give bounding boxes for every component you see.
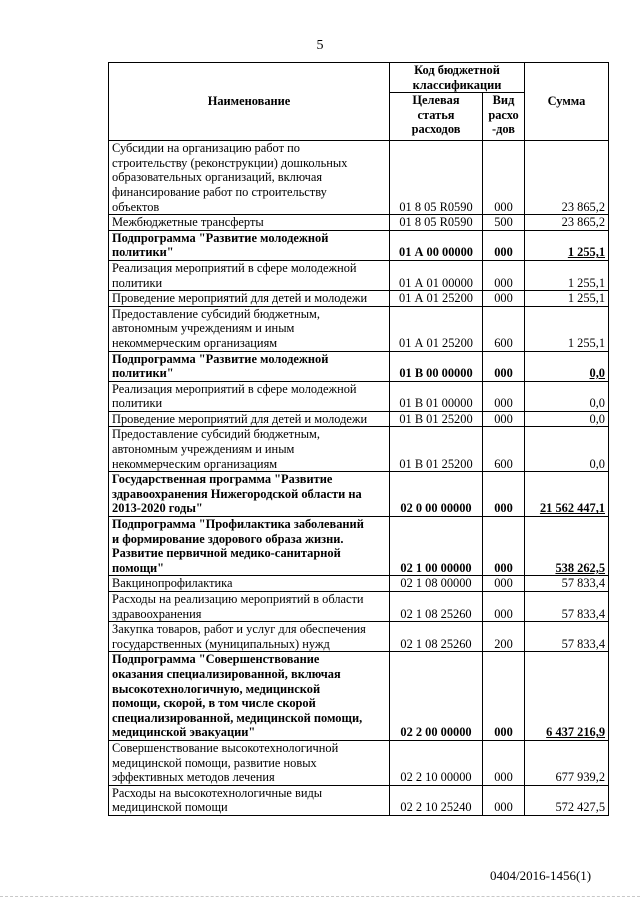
- table-row: [109, 141, 609, 215]
- row-sum: 677 939,2: [525, 740, 609, 785]
- row-sum: 21 562 447,1: [525, 472, 609, 517]
- row-expense-type: 000: [483, 230, 525, 260]
- row-expense-type: 000: [483, 652, 525, 741]
- row-sum: 1 255,1: [525, 230, 609, 260]
- row-target-code: 02 2 10 25240: [390, 785, 483, 815]
- row-name: Закупка товаров, работ и услуг для обеспечения государственных (муниципальных) нужд: [109, 622, 390, 652]
- row-target-code: 02 0 00 00000: [390, 472, 483, 517]
- row-name: Предоставление субсидий бюджетным, автономным учреждениям и иным некоммерческим организациям: [109, 427, 390, 472]
- row-sum: 0,0: [525, 351, 609, 381]
- row-sum: 23 865,2: [525, 215, 609, 231]
- table-row: [109, 427, 609, 472]
- row-name: Реализация мероприятий в сфере молодежной политики: [109, 260, 390, 290]
- row-name: Подпрограмма "Развитие молодежной политики": [109, 230, 390, 260]
- row-sum: 1 255,1: [525, 306, 609, 351]
- header-sum: Сумма: [525, 63, 609, 141]
- row-name: Государственная программа "Развитие здравоохранения Нижегородской области на 2013-2020 годы": [109, 472, 390, 517]
- document-number: 0404/2016-1456(1): [490, 868, 592, 883]
- row-target-code: 02 2 10 00000: [390, 740, 483, 785]
- row-target-code: 01 8 05 R0590: [390, 141, 483, 215]
- row-name: Вакцинопрофилактика: [109, 576, 390, 592]
- table-row: [109, 291, 609, 307]
- row-target-code: 01 В 00 00000: [390, 351, 483, 381]
- table-row: [109, 622, 609, 652]
- table-row: [109, 381, 609, 411]
- row-expense-type: 000: [483, 291, 525, 307]
- table-row: [109, 652, 609, 741]
- row-name: Совершенствование высокотехнологичной медицинской помощи, развитие новых эффективных методов лечения: [109, 740, 390, 785]
- header-name: Наименование: [109, 63, 390, 141]
- row-sum: 0,0: [525, 411, 609, 427]
- row-expense-type: 000: [483, 592, 525, 622]
- row-target-code: 01 А 01 25200: [390, 291, 483, 307]
- row-sum: 1 255,1: [525, 260, 609, 290]
- table-row: [109, 785, 609, 815]
- row-expense-type: 000: [483, 785, 525, 815]
- row-target-code: 02 1 08 00000: [390, 576, 483, 592]
- row-sum: 572 427,5: [525, 785, 609, 815]
- row-expense-type: 000: [483, 740, 525, 785]
- header-code-group: Код бюджетной классификации: [390, 63, 525, 93]
- row-target-code: 01 А 01 25200: [390, 306, 483, 351]
- row-expense-type: 000: [483, 351, 525, 381]
- table-row: [109, 472, 609, 517]
- row-name: Предоставление субсидий бюджетным, автономным учреждениям и иным некоммерческим организациям: [109, 306, 390, 351]
- row-sum: 0,0: [525, 427, 609, 472]
- row-sum: 0,0: [525, 381, 609, 411]
- row-expense-type: 000: [483, 517, 525, 576]
- row-expense-type: 000: [483, 381, 525, 411]
- header-vid: Вид расхо -дов: [483, 93, 525, 141]
- table-row: [109, 517, 609, 576]
- row-name: Подпрограмма "Развитие молодежной политики": [109, 351, 390, 381]
- row-sum: 57 833,4: [525, 576, 609, 592]
- row-name: Подпрограмма "Совершенствование оказания специализированной, включая высокотехнологичную, медицинской помощи, скорой, в том числе скорой специализированной, медицинской помощи, медицинской эвакуации": [109, 652, 390, 741]
- row-target-code: 02 1 08 25260: [390, 592, 483, 622]
- table-row: [109, 260, 609, 290]
- row-expense-type: 000: [483, 472, 525, 517]
- row-name: Реализация мероприятий в сфере молодежной политики: [109, 381, 390, 411]
- row-target-code: 01 А 00 00000: [390, 230, 483, 260]
- row-target-code: 01 В 01 25200: [390, 427, 483, 472]
- row-name: Межбюджетные трансферты: [109, 215, 390, 231]
- row-sum: 57 833,4: [525, 622, 609, 652]
- row-expense-type: 600: [483, 427, 525, 472]
- row-expense-type: 000: [483, 141, 525, 215]
- table-row: [109, 592, 609, 622]
- row-name: Проведение мероприятий для детей и молодежи: [109, 291, 390, 307]
- table-row: [109, 351, 609, 381]
- row-sum: 23 865,2: [525, 141, 609, 215]
- table-row: [109, 740, 609, 785]
- row-sum: 6 437 216,9: [525, 652, 609, 741]
- row-expense-type: 000: [483, 576, 525, 592]
- row-target-code: 02 2 00 00000: [390, 652, 483, 741]
- table-row: [109, 306, 609, 351]
- row-expense-type: 000: [483, 260, 525, 290]
- row-target-code: 01 В 01 00000: [390, 381, 483, 411]
- row-name: Расходы на высокотехнологичные виды медицинской помощи: [109, 785, 390, 815]
- table-body: [109, 141, 609, 816]
- table-row: [109, 230, 609, 260]
- row-sum: 1 255,1: [525, 291, 609, 307]
- row-target-code: 01 8 05 R0590: [390, 215, 483, 231]
- row-sum: 57 833,4: [525, 592, 609, 622]
- footer-rule: [0, 896, 640, 897]
- row-target-code: 01 А 01 00000: [390, 260, 483, 290]
- row-target-code: 02 1 00 00000: [390, 517, 483, 576]
- row-name: Проведение мероприятий для детей и молодежи: [109, 411, 390, 427]
- table-row: [109, 215, 609, 231]
- page-number: 5: [316, 38, 324, 53]
- budget-table: [108, 62, 609, 816]
- row-expense-type: 000: [483, 411, 525, 427]
- row-expense-type: 200: [483, 622, 525, 652]
- row-name: Субсидии на организацию работ по строительству (реконструкции) дошкольных образовательных организаций, включая финансирование работ по строительству объектов: [109, 141, 390, 215]
- table-row: [109, 576, 609, 592]
- row-target-code: 01 В 01 25200: [390, 411, 483, 427]
- row-sum: 538 262,5: [525, 517, 609, 576]
- table-row: [109, 411, 609, 427]
- header-target: Целевая статья расходов: [390, 93, 483, 141]
- row-target-code: 02 1 08 25260: [390, 622, 483, 652]
- row-name: Расходы на реализацию мероприятий в области здравоохранения: [109, 592, 390, 622]
- row-expense-type: 500: [483, 215, 525, 231]
- row-name: Подпрограмма "Профилактика заболеваний и формирование здорового образа жизни. Развитие первичной медико-санитарной помощи": [109, 517, 390, 576]
- row-expense-type: 600: [483, 306, 525, 351]
